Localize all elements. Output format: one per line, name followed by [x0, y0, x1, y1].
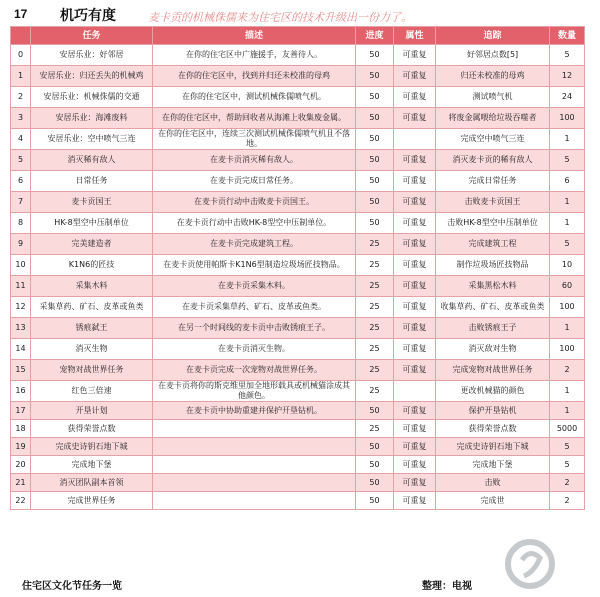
row-index: 18: [11, 420, 31, 438]
row-index: 16: [11, 381, 31, 402]
task-description: 在你的住宅区中，找到并归还未校准的母鸡: [153, 66, 356, 87]
table-row: [11, 150, 585, 171]
task-description: 在麦卡贡将你的斯克维里加全地形载具或机械猫涂成其他颜色。: [153, 381, 356, 402]
task-tracking: 将废金属喂给垃圾吞噬者: [436, 108, 550, 129]
task-attribute: 可重复: [394, 318, 436, 339]
task-description: 在麦卡贡行动中击败麦卡贡国王。: [153, 192, 356, 213]
footer-caption: 住宅区文化节任务一览: [22, 581, 122, 592]
task-progress: 25: [356, 234, 394, 255]
table-row: [11, 129, 585, 150]
table-row: [11, 45, 585, 66]
task-progress: 25: [356, 339, 394, 360]
task-name: 消灭团队副本首领: [31, 474, 153, 492]
task-quantity: 2: [550, 360, 585, 381]
row-index: 10: [11, 255, 31, 276]
table-row: [11, 66, 585, 87]
task-description: 在另一个时间线的麦卡贡中击败锈痕王子。: [153, 318, 356, 339]
task-description: 在你的住宅区中广施援手，友善待人。: [153, 45, 356, 66]
row-index: 4: [11, 129, 31, 150]
table-row: [11, 297, 585, 318]
task-attribute: 可重复: [394, 87, 436, 108]
task-quantity: 24: [550, 87, 585, 108]
task-progress: 50: [356, 402, 394, 420]
task-name: 消灭稀有敌人: [31, 150, 153, 171]
row-index: 19: [11, 438, 31, 456]
task-tracking: 保护开垦钻机: [436, 402, 550, 420]
jiuyou-logo-watermark: [500, 520, 600, 597]
header-quantity: 数量: [550, 27, 585, 45]
task-attribute: 可重复: [394, 456, 436, 474]
task-quantity: 1: [550, 318, 585, 339]
task-quantity: 5000: [550, 420, 585, 438]
task-quantity: 5: [550, 150, 585, 171]
task-attribute: 可重复: [394, 150, 436, 171]
task-progress: 50: [356, 456, 394, 474]
table-row: [11, 360, 585, 381]
task-attribute: [394, 129, 436, 150]
footer-credit: 整理：电视: [422, 581, 472, 592]
row-index: 14: [11, 339, 31, 360]
task-attribute: [394, 381, 436, 402]
section-title: 机巧有度: [60, 8, 116, 24]
task-description: 在你的住宅区中，帮助回收者从海滩上收集废金属。: [153, 108, 356, 129]
task-tracking: 采集黑松木料: [436, 276, 550, 297]
task-description: [153, 438, 356, 456]
task-name: 获得荣誉点数: [31, 420, 153, 438]
task-progress: 25: [356, 276, 394, 297]
task-quantity: 100: [550, 108, 585, 129]
task-name: 安居乐业：海滩废料: [31, 108, 153, 129]
task-progress: 50: [356, 87, 394, 108]
task-attribute: 可重复: [394, 234, 436, 255]
task-name: 宠物对战世界任务: [31, 360, 153, 381]
row-index: 3: [11, 108, 31, 129]
task-tracking: 完成地下堡: [436, 456, 550, 474]
table-row: [11, 420, 585, 438]
table-header-row: [11, 27, 585, 45]
task-description: 在麦卡贡采集草药、矿石、皮革或鱼类。: [153, 297, 356, 318]
task-description: [153, 492, 356, 510]
task-name: 锈痕弑王: [31, 318, 153, 339]
row-index: 17: [11, 402, 31, 420]
table-row: [11, 255, 585, 276]
task-quantity: 1: [550, 381, 585, 402]
table-row: [11, 474, 585, 492]
task-progress: 25: [356, 420, 394, 438]
header-tracking: 追踪: [436, 27, 550, 45]
task-description: 在麦卡贡行动中击败HK-8型空中压制单位。: [153, 213, 356, 234]
task-tracking: 消灭敌对生物: [436, 339, 550, 360]
section-number: 17: [14, 7, 28, 21]
row-index: 22: [11, 492, 31, 510]
task-description: [153, 420, 356, 438]
task-name: 完成世界任务: [31, 492, 153, 510]
task-progress: 50: [356, 150, 394, 171]
task-quantity: 1: [550, 213, 585, 234]
task-tracking: 击败锈痕王子: [436, 318, 550, 339]
task-tracking: 收集草药、矿石、皮革或鱼类: [436, 297, 550, 318]
task-name: 日常任务: [31, 171, 153, 192]
task-quantity: 2: [550, 492, 585, 510]
task-description: 在麦卡贡完成一次宠物对战世界任务。: [153, 360, 356, 381]
task-progress: 50: [356, 45, 394, 66]
task-quantity: 10: [550, 255, 585, 276]
task-attribute: 可重复: [394, 45, 436, 66]
task-name: K1N6的匠技: [31, 255, 153, 276]
task-tracking: 完成空中喷气三连: [436, 129, 550, 150]
task-progress: 50: [356, 474, 394, 492]
task-name: 采集木料: [31, 276, 153, 297]
task-progress: 25: [356, 318, 394, 339]
task-description: 在麦卡贡完成日常任务。: [153, 171, 356, 192]
task-tracking: 归还未校准的母鸡: [436, 66, 550, 87]
task-name: 麦卡贡国王: [31, 192, 153, 213]
task-attribute: 可重复: [394, 213, 436, 234]
task-attribute: 可重复: [394, 360, 436, 381]
task-tracking: 消灭麦卡贡的稀有敌人: [436, 150, 550, 171]
task-attribute: 可重复: [394, 474, 436, 492]
task-name: HK-8型空中压制单位: [31, 213, 153, 234]
task-name: 采集草药、矿石、皮革或鱼类: [31, 297, 153, 318]
task-attribute: 可重复: [394, 438, 436, 456]
table-row: [11, 213, 585, 234]
task-name: 安居乐业：好邻居: [31, 45, 153, 66]
task-attribute: 可重复: [394, 66, 436, 87]
section-header: [0, 0, 600, 26]
row-index: 8: [11, 213, 31, 234]
task-progress: 25: [356, 297, 394, 318]
task-tracking: 完成建筑工程: [436, 234, 550, 255]
task-description: 在你的住宅区中，连续三次测试机械侏儒喷气机且不落地。: [153, 129, 356, 150]
table-row: [11, 456, 585, 474]
task-description: 在你的住宅区中，测试机械侏儒喷气机。: [153, 87, 356, 108]
task-quantity: 12: [550, 66, 585, 87]
task-tracking: 完成日常任务: [436, 171, 550, 192]
task-table: [10, 26, 585, 510]
row-index: 11: [11, 276, 31, 297]
task-description: 在麦卡贡采集木料。: [153, 276, 356, 297]
row-index: 12: [11, 297, 31, 318]
task-quantity: 100: [550, 339, 585, 360]
table-row: [11, 87, 585, 108]
row-index: 13: [11, 318, 31, 339]
task-progress: 50: [356, 192, 394, 213]
task-name: 安居乐业：机械侏儒的交通: [31, 87, 153, 108]
task-quantity: 1: [550, 402, 585, 420]
row-index: 7: [11, 192, 31, 213]
task-tracking: 更改机械猫的颜色: [436, 381, 550, 402]
task-tracking: 获得荣誉点数: [436, 420, 550, 438]
task-quantity: 5: [550, 438, 585, 456]
task-description: [153, 456, 356, 474]
task-name: 开垦计划: [31, 402, 153, 420]
task-progress: 25: [356, 255, 394, 276]
table-row: [11, 171, 585, 192]
task-tracking: 击败麦卡贡国王: [436, 192, 550, 213]
row-index: 21: [11, 474, 31, 492]
task-name: 完成史诗钥石地下城: [31, 438, 153, 456]
row-index: 2: [11, 87, 31, 108]
task-tracking: 完成世: [436, 492, 550, 510]
task-description: [153, 474, 356, 492]
table-row: [11, 276, 585, 297]
task-progress: 50: [356, 66, 394, 87]
section-subtitle: 麦卡贡的机械侏儒来为住宅区的技术升级出一份力了。: [148, 11, 412, 24]
task-description: 在麦卡贡使用帕斯卡K1N6型制造垃圾场匠技物品。: [153, 255, 356, 276]
task-attribute: 可重复: [394, 420, 436, 438]
task-progress: 50: [356, 492, 394, 510]
row-index: 0: [11, 45, 31, 66]
table-row: [11, 402, 585, 420]
task-attribute: 可重复: [394, 192, 436, 213]
task-progress: 50: [356, 171, 394, 192]
task-attribute: 可重复: [394, 297, 436, 318]
task-tracking: 好邻居点数[5]: [436, 45, 550, 66]
task-description: 在麦卡贡完成建筑工程。: [153, 234, 356, 255]
row-index: 6: [11, 171, 31, 192]
task-name: 消灭生物: [31, 339, 153, 360]
task-progress: 50: [356, 438, 394, 456]
task-name: 红色三倍速: [31, 381, 153, 402]
task-progress: 25: [356, 381, 394, 402]
task-attribute: 可重复: [394, 402, 436, 420]
task-tracking: 完成史诗钥石地下城: [436, 438, 550, 456]
table-row: [11, 339, 585, 360]
task-quantity: 5: [550, 234, 585, 255]
task-quantity: 2: [550, 474, 585, 492]
task-quantity: 100: [550, 297, 585, 318]
task-description: 在麦卡贡中协助重建并保护开垦钻机。: [153, 402, 356, 420]
task-name: 安居乐业：归还丢失的机械鸡: [31, 66, 153, 87]
row-index: 5: [11, 150, 31, 171]
task-attribute: 可重复: [394, 339, 436, 360]
task-attribute: 可重复: [394, 492, 436, 510]
row-index: 9: [11, 234, 31, 255]
task-description: 在麦卡贡消灭稀有敌人。: [153, 150, 356, 171]
table-row: [11, 108, 585, 129]
task-description: 在麦卡贡消灭生物。: [153, 339, 356, 360]
header-description: 描述: [153, 27, 356, 45]
task-name: 完成地下堡: [31, 456, 153, 474]
row-index: 20: [11, 456, 31, 474]
task-attribute: 可重复: [394, 255, 436, 276]
header-attribute: 属性: [394, 27, 436, 45]
table-row: [11, 318, 585, 339]
task-tracking: 测试喷气机: [436, 87, 550, 108]
task-tracking: 制作垃圾场匠技物品: [436, 255, 550, 276]
row-index: 15: [11, 360, 31, 381]
row-index: 1: [11, 66, 31, 87]
task-progress: 50: [356, 108, 394, 129]
task-tracking: 击败: [436, 474, 550, 492]
task-quantity: 5: [550, 456, 585, 474]
task-tracking: 完成宠物对战世界任务: [436, 360, 550, 381]
task-progress: 25: [356, 360, 394, 381]
task-attribute: 可重复: [394, 276, 436, 297]
table-row: [11, 438, 585, 456]
task-progress: 50: [356, 129, 394, 150]
header-progress: 进度: [356, 27, 394, 45]
task-quantity: 1: [550, 129, 585, 150]
task-name: 完美建造者: [31, 234, 153, 255]
task-quantity: 6: [550, 171, 585, 192]
table-row: [11, 381, 585, 402]
task-quantity: 60: [550, 276, 585, 297]
task-name: 安居乐业：空中喷气三连: [31, 129, 153, 150]
task-attribute: 可重复: [394, 171, 436, 192]
table-row: [11, 492, 585, 510]
task-quantity: 5: [550, 45, 585, 66]
task-quantity: 1: [550, 192, 585, 213]
task-table-body: [11, 45, 585, 510]
task-attribute: 可重复: [394, 108, 436, 129]
header-task: 任务: [31, 27, 153, 45]
task-progress: 50: [356, 213, 394, 234]
header-index: [11, 27, 31, 45]
table-row: [11, 234, 585, 255]
table-row: [11, 192, 585, 213]
task-tracking: 击败HK-8型空中压制单位: [436, 213, 550, 234]
